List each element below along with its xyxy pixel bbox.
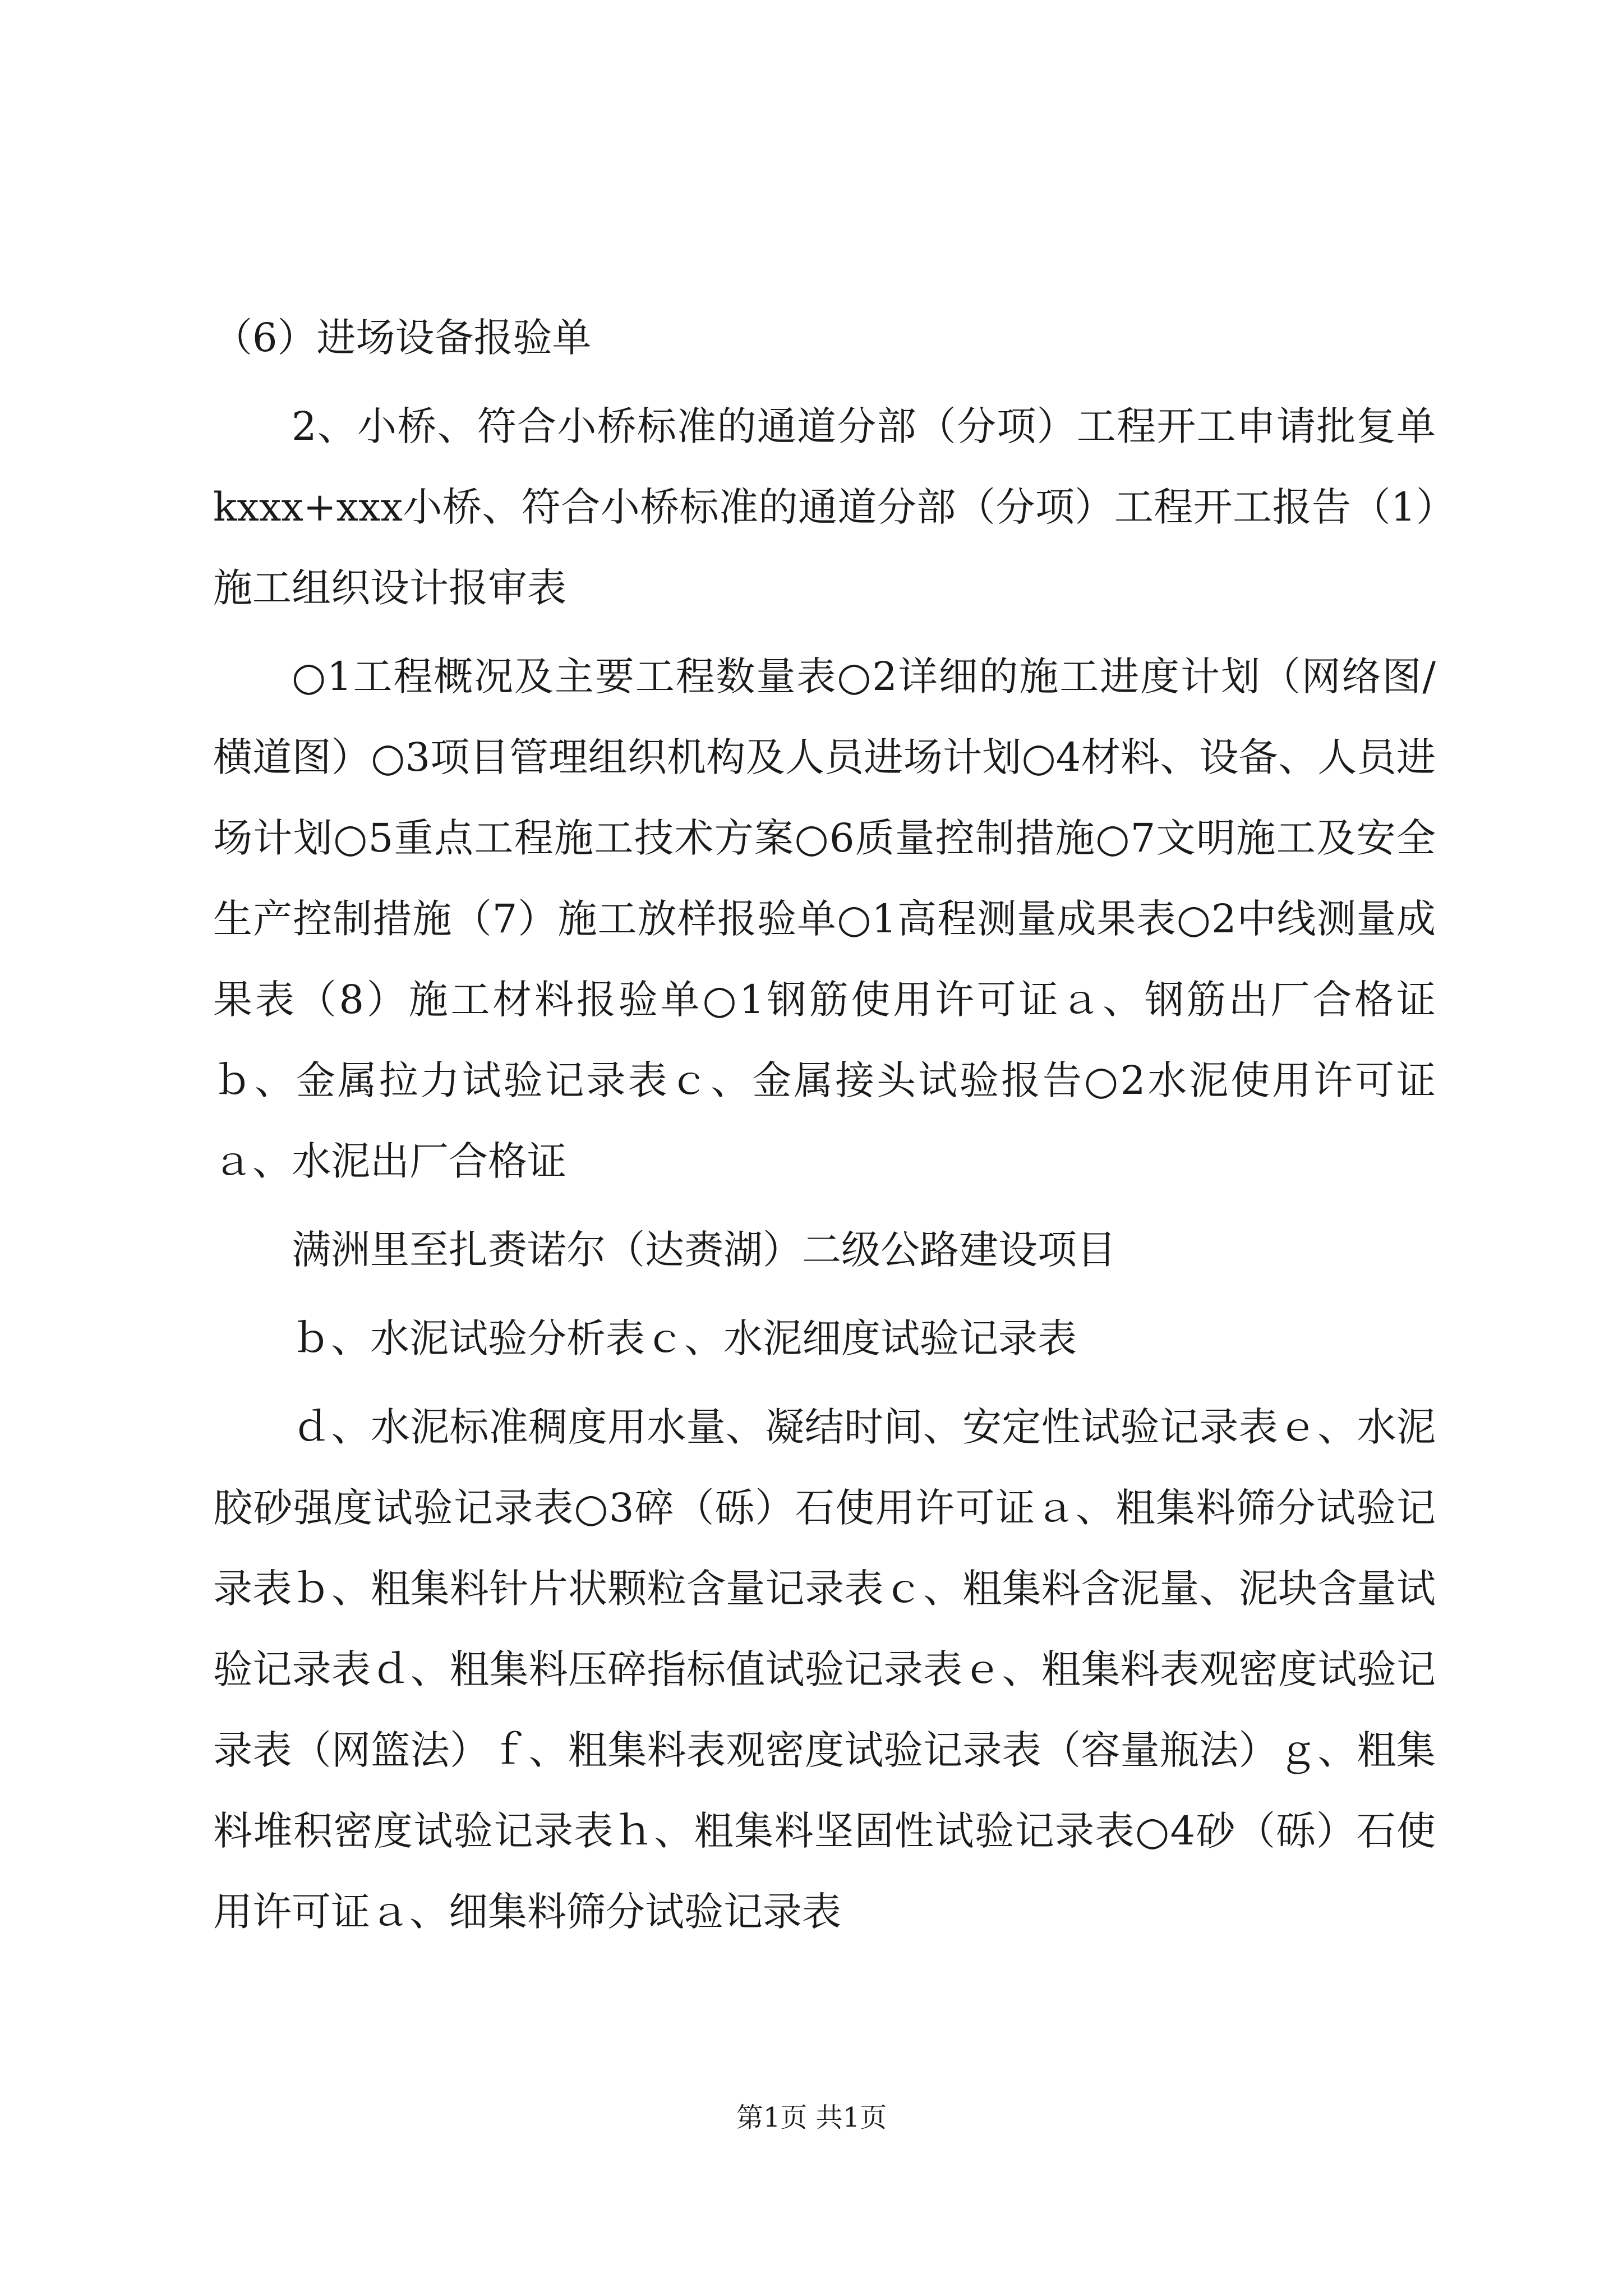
document-body [213,297,1436,1960]
paragraph-equipment-inspection: （6）进场设备报验单 [213,315,592,361]
paragraph-construction-organization-items: ○1工程概况及主要工程数量表○2详细的施工进度计划（网络图/横道图）○3项目管理组织机构及人员进场计划○4材料、设备、人员进场计划○5重点工程施工技术方案○6质量控制措施○7文明施工及安全生产控制措施（7）施工放样报验单○1高程测量成果表○2中线测量成果表（8）施工材料报验单○1钢筋使用许可证ａ、钢筋出厂合格证ｂ、金属拉力试验记录表ｃ、金属接头试验报告○2水泥使用许可证ａ、水泥出厂合格证 [213,654,1436,1184]
paragraph-aggregate-tests: ｄ、水泥标准稠度用水量、凝结时间、安定性试验记录表ｅ、水泥胶砂强度试验记录表○3碎（砾）石使用许可证ａ、粗集料筛分试验记录表ｂ、粗集料针片状颗粒含量记录表ｃ、粗集料含泥量、泥块含量试验记录表ｄ、粗集料压碎指标值试验记录表ｅ、粗集料表观密度试验记录表（网篮法）ｆ、粗集料表观密度试验记录表（容量瓶法）ｇ、粗集料堆积密度试验记录表ｈ、粗集料坚固性试验记录表○4砂（砾）石使用许可证ａ、细集料筛分试验记录表 [213,1404,1436,1935]
paragraph-cement-tests: ｂ、水泥试验分析表ｃ、水泥细度试验记录表 [292,1315,1077,1361]
paragraph-project-name: 满洲里至扎赉诺尔（达赉湖）二级公路建设项目 [292,1227,1116,1273]
paragraph-bridge-start-application: 2、小桥、符合小桥标准的通道分部（分项）工程开工申请批复单kxxx+xxx小桥、符合小桥标准的通道分部（分项）工程开工报告（1）施工组织设计报审表 [213,403,1436,611]
page-footer: 第1页 共1页 [736,2102,887,2133]
